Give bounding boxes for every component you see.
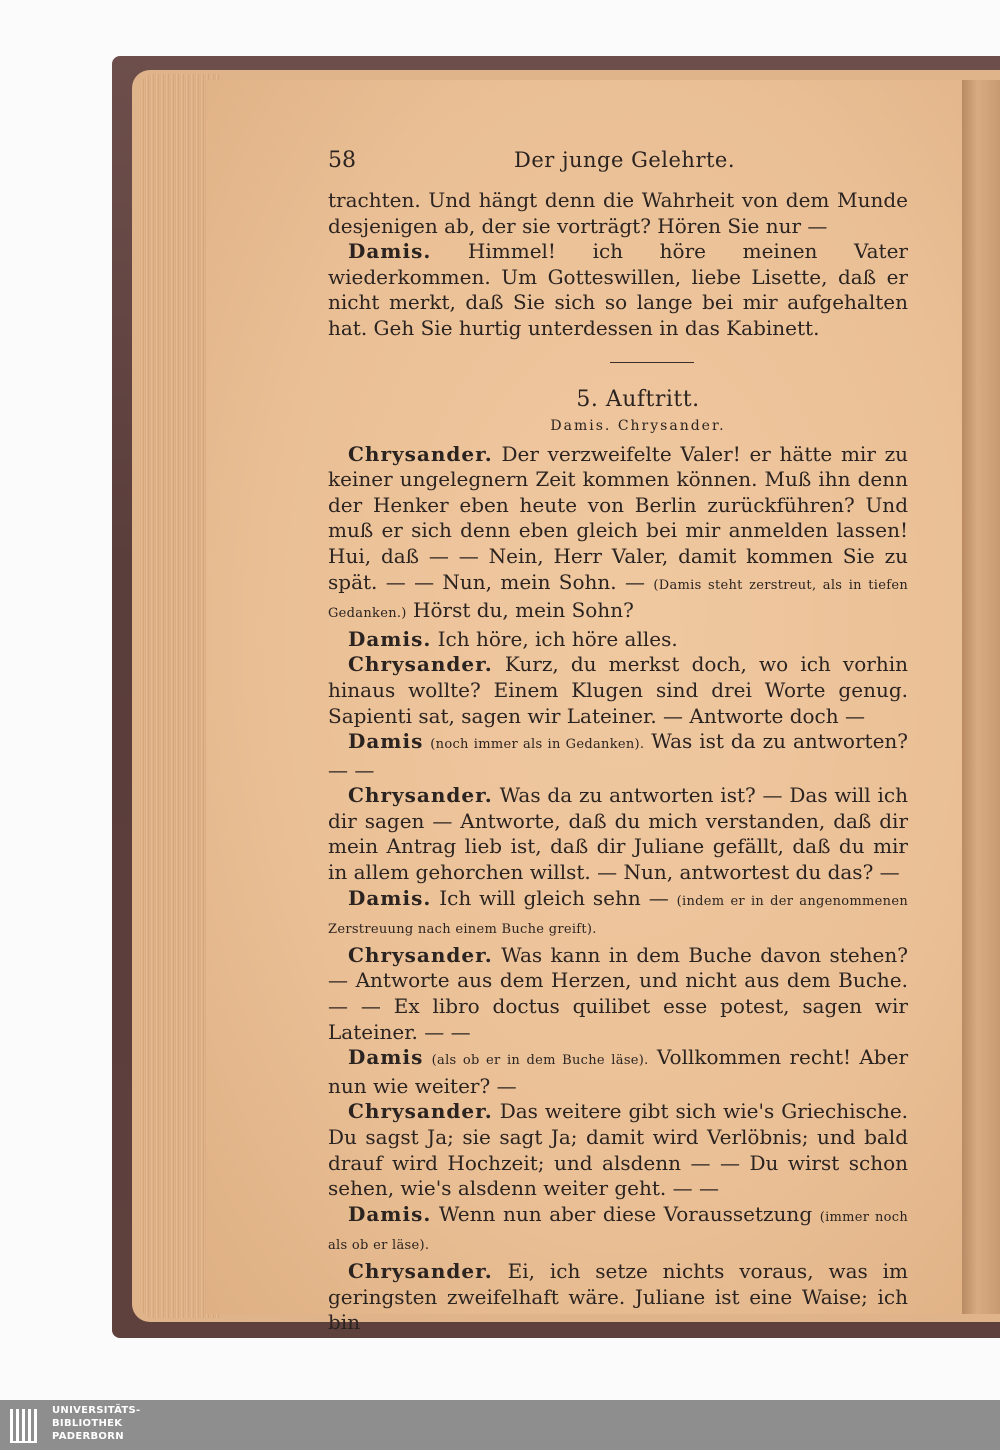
text-paragraph xyxy=(328,188,908,239)
speaker-name: Chrysander. xyxy=(348,783,493,808)
section-divider xyxy=(610,362,694,363)
stage-direction: (indem er in der angenommenen Zerstreuung nach einem Buche greift). xyxy=(328,893,909,938)
speech-paragraph xyxy=(328,1259,908,1336)
speaker-name: Chrysander. xyxy=(348,942,493,967)
speech-paragraph xyxy=(328,442,908,627)
page-text xyxy=(328,148,908,1336)
speech-paragraph xyxy=(328,1202,908,1259)
library-logo-icon xyxy=(8,1405,44,1445)
library-name-line: BIBLIOTHEK xyxy=(52,1418,123,1429)
speech-paragraph xyxy=(328,1099,908,1201)
stage-direction: (Damis steht zerstreut, als in tiefen Gedanken.) xyxy=(328,577,908,622)
speaker-name: Damis. xyxy=(348,239,432,264)
scene-cast: Damis. Chrysander. xyxy=(550,417,726,434)
speaker-name: Damis xyxy=(348,1045,424,1070)
speech-text: Ei, ich setze nichts voraus, was im geringsten zweifelhaft wäre. Juliane ist eine Waise; ich bin xyxy=(328,1258,909,1335)
speaker-name: Damis. xyxy=(348,626,432,651)
speech-text: Hörst du, mein Sohn? xyxy=(406,598,634,623)
speech-text: Was da zu antworten ist? — Das will ich dir sagen — Antworte, daß du mich verstanden, daß dir mein Antrag lieb ist, daß dir Juliane gefällt, daß du mir in allem gehorchen willst. — Nun, antwortest du das? — xyxy=(328,783,909,885)
speech-text: Ich höre, ich höre alles. xyxy=(437,626,678,651)
page-gutter xyxy=(962,80,1000,1314)
library-name-line: PADERBORN xyxy=(52,1431,124,1442)
speech-text: Vollkommen recht! Aber nun wie weiter? — xyxy=(328,1045,909,1098)
stage-direction: (als ob er in dem Buche läse). xyxy=(431,1053,649,1069)
speech-text: Was kann in dem Buche davon stehen? — Antworte aus dem Herzen, und nicht aus dem Buche. — — Ex libro doctus quilibet esse potest, sagen wir Lateiner. — — xyxy=(328,942,908,1044)
speech-paragraph xyxy=(328,627,908,653)
speech-paragraph xyxy=(328,943,908,1045)
speaker-name: Chrysander. xyxy=(348,1258,493,1283)
library-footer xyxy=(0,1400,1000,1450)
speech-text: Der verzweifelte Valer! er hätte mir zu keiner ungelegnern Zeit kommen können. Muß ihn denn der Henker eben heute von Berlin zurückführen? Und muß er sich denn eben gleich bei mir anmelden lassen! Hui, daß — — Nein, Herr Valer, damit kommen Sie zu spät. — — Nun, mein Sohn. — xyxy=(328,441,908,594)
speech-paragraph xyxy=(328,783,908,885)
stage-direction: (immer noch als ob er läse). xyxy=(328,1209,908,1254)
paragraph-text: trachten. Und hängt denn die Wahrheit von dem Munde desjenigen ab, der sie vorträgt? Hören Sie nur — xyxy=(328,188,908,238)
speaker-name: Chrysander. xyxy=(348,1099,493,1124)
speech-paragraph xyxy=(328,652,908,729)
page-header xyxy=(328,148,908,182)
speech-text: Kurz, du merkst doch, wo ich vorhin hinaus wollte? Einem Klugen sind drei Worte genug. Sapienti sat, sagen wir Lateiner. — Antworte doch — xyxy=(328,652,908,728)
page-number: 58 xyxy=(328,148,356,173)
speech-paragraph xyxy=(328,729,908,783)
speech-text: Ich will gleich sehn — xyxy=(439,885,677,910)
speaker-name: Damis. xyxy=(348,885,432,910)
speech-text: Wenn nun aber diese Voraussetzung xyxy=(438,1201,820,1226)
speech-text: Was ist da zu antworten? — — xyxy=(328,729,909,782)
speech-paragraph xyxy=(328,239,908,341)
speech-text: Das weitere gibt sich wie's Griechische. Du sagst Ja; sie sagt Ja; damit wird Verlöbnis; und bald drauf wird Hochzeit; und alsdenn — — Du wirst schon sehen, wie's alsdenn weiter geht. — — xyxy=(328,1099,909,1201)
speaker-name: Damis. xyxy=(348,1201,432,1226)
running-title: Der junge Gelehrte. xyxy=(514,148,736,172)
dialogue xyxy=(328,442,908,1336)
speaker-name: Chrysander. xyxy=(348,652,493,677)
library-name-line: UNIVERSITÄTS- xyxy=(52,1405,141,1416)
scene-heading: 5. Auftritt. xyxy=(576,386,700,412)
stage-direction: (noch immer als in Gedanken). xyxy=(430,737,645,753)
speech-paragraph xyxy=(328,1045,908,1099)
speech-text: Himmel! ich höre meinen Vater wiederkommen. Um Gotteswillen, liebe Lisette, daß er nicht merkt, daß Sie sich so lange bei mir aufgehalten hat. Geh Sie hurtig unterdessen in das Kabinett. xyxy=(328,239,908,340)
speaker-name: Chrysander. xyxy=(348,441,493,466)
speech-paragraph xyxy=(328,886,908,943)
library-name xyxy=(52,1404,141,1443)
speaker-name: Damis xyxy=(348,729,424,754)
